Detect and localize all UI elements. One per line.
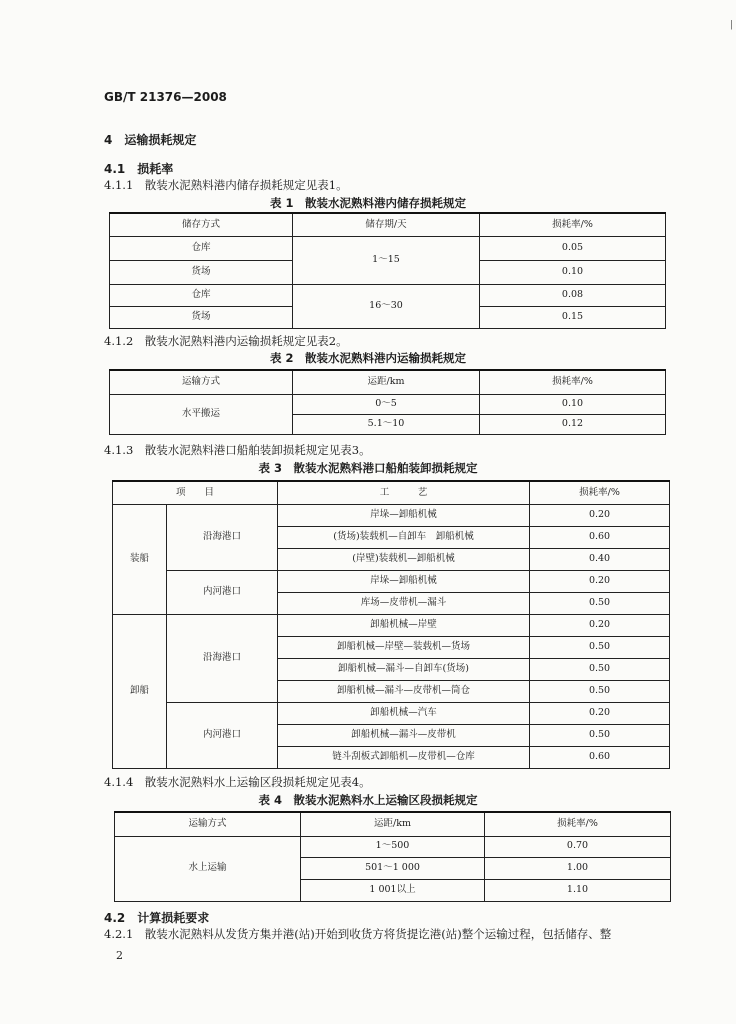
table-3-cell-rate: 0.40	[530, 548, 670, 570]
table-4-cell-rate: 1.00	[485, 857, 671, 879]
table-3-cell-process: 卸船机械—漏斗—自卸车(货场)	[278, 658, 530, 680]
table-3-port-inland: 内河港口	[167, 570, 278, 614]
table-3-cell-rate: 0.20	[530, 702, 670, 724]
table-1-cell-mode: 货场	[110, 260, 293, 284]
table-2-cell-rate: 0.10	[480, 394, 666, 414]
table-4-header-distance: 运距/km	[301, 812, 485, 836]
paragraph-4-1-4: 4.1.4 散装水泥熟料水上运输区段损耗规定见表4。	[104, 775, 371, 789]
table-3-cell-process: 卸船机械—漏斗—皮带机—筒仓	[278, 680, 530, 702]
table-3	[112, 480, 670, 769]
table-2-cell-distance: 0～5	[293, 394, 480, 414]
table-3-cell-rate: 0.20	[530, 614, 670, 636]
table-1-cell-rate: 0.15	[480, 306, 666, 328]
table-3-header-item: 项 目	[113, 481, 278, 504]
table-1-cell-period: 1～15	[293, 236, 480, 284]
table-3-cell-rate: 0.50	[530, 658, 670, 680]
table-1-header-rate: 损耗率/%	[480, 213, 666, 236]
table-2-cell-rate: 0.12	[480, 414, 666, 434]
table-3-port-inland: 内河港口	[167, 702, 278, 768]
table-2	[109, 369, 666, 435]
table-3-cell-process: 卸船机械—漏斗—皮带机	[278, 724, 530, 746]
table-3-header-process: 工 艺	[278, 481, 530, 504]
table-1-cell-rate: 0.10	[480, 260, 666, 284]
table-1-cell-mode: 仓库	[110, 236, 293, 260]
table-3-cell-rate: 0.60	[530, 746, 670, 768]
table-1	[109, 212, 666, 329]
table-4-caption: 表 4 散装水泥熟料水上运输区段损耗规定	[258, 793, 478, 807]
table-3-cell-process: 岸垛—卸船机械	[278, 570, 530, 592]
table-2-header-rate: 损耗率/%	[480, 370, 666, 394]
table-4-cell-distance: 1～500	[301, 836, 485, 857]
table-3-port-coastal: 沿海港口	[167, 614, 278, 702]
table-4	[114, 811, 671, 902]
table-2-cell-mode: 水平搬运	[110, 394, 293, 434]
table-3-caption: 表 3 散装水泥熟料港口船舶装卸损耗规定	[258, 461, 478, 475]
table-3-group-unloading: 卸船	[113, 614, 167, 768]
table-3-cell-process: 库场—皮带机—漏斗	[278, 592, 530, 614]
table-3-cell-process: 链斗刮板式卸船机—皮带机—仓库	[278, 746, 530, 768]
table-3-cell-rate: 0.50	[530, 680, 670, 702]
paragraph-4-1-3: 4.1.3 散装水泥熟料港口船舶装卸损耗规定见表3。	[104, 443, 371, 457]
paragraph-4-1-1: 4.1.1 散装水泥熟料港内储存损耗规定见表1。	[104, 178, 348, 192]
table-1-cell-mode: 货场	[110, 306, 293, 328]
table-2-header-mode: 运输方式	[110, 370, 293, 394]
table-3-cell-rate: 0.50	[530, 724, 670, 746]
table-3-cell-process: 卸船机械—岸壁—装载机—货场	[278, 636, 530, 658]
table-4-cell-rate: 1.10	[485, 879, 671, 901]
table-1-cell-rate: 0.08	[480, 284, 666, 306]
table-3-cell-process: (货场)装载机—自卸车 卸船机械	[278, 526, 530, 548]
table-3-group-loading: 装船	[113, 504, 167, 614]
table-4-cell-distance: 1 001以上	[301, 879, 485, 901]
table-3-cell-rate: 0.20	[530, 504, 670, 526]
table-1-header-mode: 储存方式	[110, 213, 293, 236]
section-4-heading: 4 运输损耗规定	[104, 133, 197, 147]
table-1-caption: 表 1 散装水泥熟料港内储存损耗规定	[269, 196, 466, 210]
table-3-cell-process: 岸垛—卸船机械	[278, 504, 530, 526]
section-4-2-heading: 4.2 计算损耗要求	[104, 911, 210, 925]
table-3-port-coastal: 沿海港口	[167, 504, 278, 570]
table-4-cell-mode: 水上运输	[115, 836, 301, 901]
table-1-cell-rate: 0.05	[480, 236, 666, 260]
table-3-cell-process: 卸船机械—汽车	[278, 702, 530, 724]
table-3-cell-rate: 0.60	[530, 526, 670, 548]
paragraph-4-2-1: 4.2.1 散装水泥熟料从发货方集并港(站)开始到收货方将货提讫港(站)整个运输过程，包括储存、整	[104, 927, 612, 941]
table-2-cell-distance: 5.1～10	[293, 414, 480, 434]
table-2-header-distance: 运距/km	[293, 370, 480, 394]
section-4-1-heading: 4.1 损耗率	[104, 162, 174, 176]
table-2-caption: 表 2 散装水泥熟料港内运输损耗规定	[269, 351, 466, 365]
edge-mark: |	[730, 20, 734, 30]
standard-number: GB/T 21376—2008	[104, 90, 227, 104]
table-4-header-rate: 损耗率/%	[485, 812, 671, 836]
page-number: 2	[116, 949, 123, 962]
table-3-cell-rate: 0.50	[530, 592, 670, 614]
table-1-cell-mode: 仓库	[110, 284, 293, 306]
table-3-cell-rate: 0.20	[530, 570, 670, 592]
table-1-header-period: 储存期/天	[293, 213, 480, 236]
table-4-cell-rate: 0.70	[485, 836, 671, 857]
table-3-cell-process: (岸壁)装载机—卸船机械	[278, 548, 530, 570]
table-3-header-rate: 损耗率/%	[530, 481, 670, 504]
table-1-cell-period: 16～30	[293, 284, 480, 328]
table-3-cell-process: 卸船机械—岸壁	[278, 614, 530, 636]
paragraph-4-1-2: 4.1.2 散装水泥熟料港内运输损耗规定见表2。	[104, 334, 348, 348]
table-4-header-mode: 运输方式	[115, 812, 301, 836]
table-4-cell-distance: 501～1 000	[301, 857, 485, 879]
table-3-cell-rate: 0.50	[530, 636, 670, 658]
